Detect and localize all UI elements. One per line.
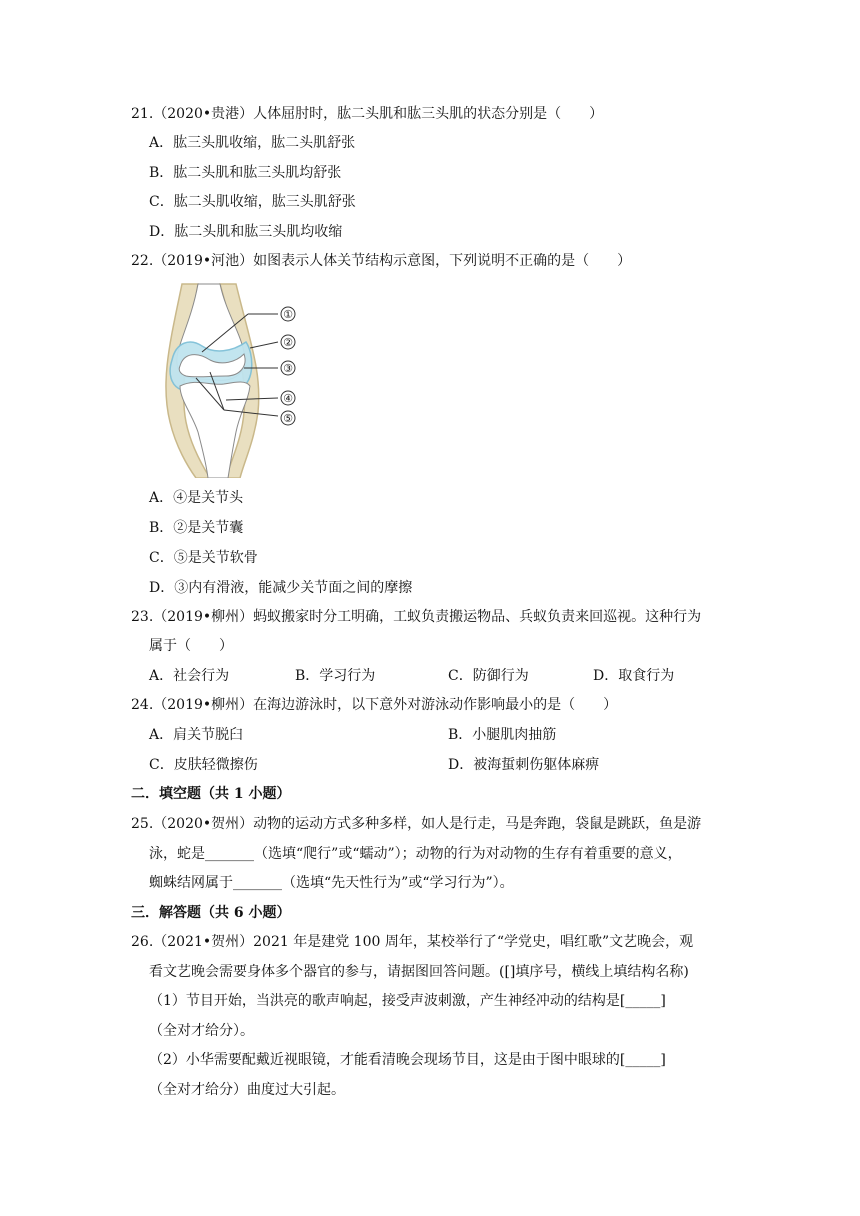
q22-option-d: D．③内有滑液，能减少关节面之间的摩擦 [149, 580, 413, 596]
q24-option-b: B．小腿肌肉抽筋 [448, 727, 557, 743]
q22-option-c: C．⑤是关节软骨 [149, 550, 258, 566]
q23-stem-line1: 23.（2019•柳州）蚂蚁搬家时分工明确，工蚁负责搬运物品、兵蚁负责来回巡视。这种行为 [131, 609, 702, 625]
label-5: ⑤ [283, 412, 293, 425]
q24-option-a: A．肩关节脱臼 [149, 727, 244, 743]
label-4: ④ [283, 392, 293, 405]
label-3: ③ [283, 362, 293, 375]
q23-option-a: A．社会行为 [149, 668, 230, 684]
q25-line1: 25.（2020•贺州）动物的运动方式多种多样，如人是行走，马是奔跑，袋鼠是跳跃，鱼是游 [131, 816, 702, 832]
q24-option-c: C．皮肤轻微擦伤 [149, 757, 258, 773]
q21-stem: 21.（2020•贵港）人体屈肘时，肱二头肌和肱三头肌的状态分别是（ ） [131, 106, 604, 122]
label-1: ① [283, 308, 293, 321]
q21-option-d: D．肱二头肌和肱三头肌均收缩 [149, 224, 343, 240]
joint-structure-figure [140, 282, 310, 478]
q25-line2: 泳，蛇是_______（选填“爬行”或“蠕动”）；动物的行为对动物的生存有着重要的意义， [149, 846, 682, 862]
q23-option-b: B．学习行为 [295, 668, 376, 684]
q26-sub1-line2: （全对才给分）。 [149, 1023, 254, 1039]
q22-option-b: B．②是关节囊 [149, 520, 244, 536]
q21-option-c: C．肱二头肌收缩，肱三头肌舒张 [149, 194, 356, 210]
q26-sub2-line2: （全对才给分）曲度过大引起。 [149, 1082, 345, 1098]
q26-line1: 26.（2021•贺州）2021 年是建党 100 周年，某校举行了“学党史，唱红歌”文艺晚会，观 [131, 934, 694, 950]
q21-option-b: B．肱二头肌和肱三头肌均舒张 [149, 165, 342, 181]
q26-sub1-line1: （1）节目开始，当洪亮的歌声响起，接受声波刺激，产生神经冲动的结构是[_____] [149, 993, 666, 1009]
section-3-title: 三．解答题（共 6 小题） [131, 905, 291, 921]
q21-option-a: A．肱三头肌收缩，肱二头肌舒张 [149, 135, 356, 151]
q24-stem: 24.（2019•柳州）在海边游泳时，以下意外对游泳动作影响最小的是（ ） [131, 697, 618, 713]
section-2-title: 二．填空题（共 1 小题） [131, 786, 291, 802]
q23-stem-line2: 属于（ ） [149, 638, 233, 654]
q26-line2: 看文艺晚会需要身体多个器官的参与，请据图回答问题。([]填序号，横线上填结构名称) [149, 964, 689, 980]
q22-stem: 22.（2019•河池）如图表示人体关节结构示意图，下列说明不正确的是（ ） [131, 253, 632, 269]
label-2: ② [283, 336, 293, 349]
q25-line3: 蜘蛛结网属于_______（选填“先天性行为”或“学习行为”）。 [149, 875, 514, 891]
q26-sub2-line1: （2）小华需要配戴近视眼镜，才能看清晚会现场节目，这是由于图中眼球的[_____] [149, 1052, 666, 1068]
q23-option-c: C．防御行为 [448, 668, 529, 684]
joint-diagram [140, 282, 310, 478]
q22-option-a: A．④是关节头 [149, 490, 244, 506]
q23-option-d: D．取食行为 [593, 668, 675, 684]
q24-option-d: D．被海蜇刺伤躯体麻痹 [448, 757, 600, 773]
